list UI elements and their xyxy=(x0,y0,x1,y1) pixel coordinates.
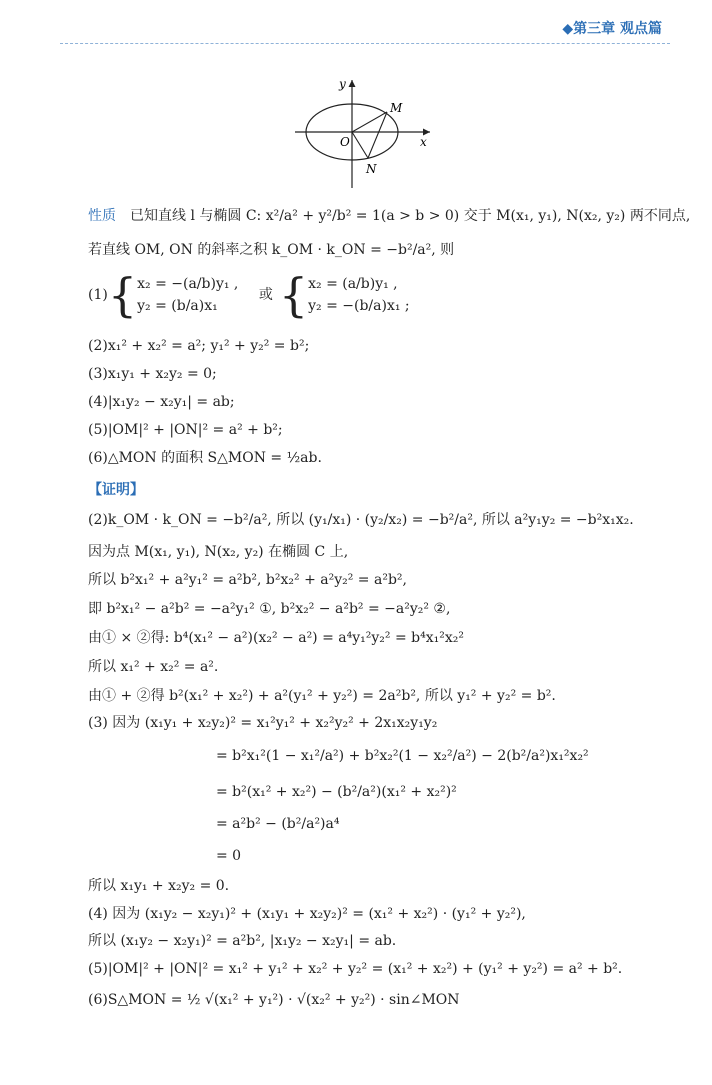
left-brace-a: { xyxy=(107,268,138,322)
proof-line: (4) 因为 (x₁y₂ − x₂y₁)² + (x₁y₁ + x₂y₂)² = (x₁² + x₂²) · (y₁² + y₂²), xyxy=(88,906,526,922)
label-m: M xyxy=(390,101,403,115)
proof-line: 由① + ②得 b²(x₁² + x₂²) + a²(y₁² + y₂²) = 2a²b², 所以 y₁² + y₂² = b². xyxy=(88,688,556,704)
label-x: x xyxy=(420,135,427,149)
property-line-1 xyxy=(88,206,690,226)
system-b-eq2: y₂ = −(b/a)x₁ ; xyxy=(308,298,410,314)
proof-line: 所以 x₁y₁ + x₂y₂ = 0. xyxy=(88,878,230,894)
label-n: N xyxy=(366,162,377,176)
proof-line: = b²(x₁² + x₂²) − (b²/a²)(x₁² + x₂²)² xyxy=(216,784,457,800)
proof-line: = 0 xyxy=(216,848,242,864)
conclusion-2: (2)x₁² + x₂² = a²; y₁² + y₂² = b²; xyxy=(88,338,310,354)
left-brace-b: { xyxy=(278,268,309,322)
proof-line: 即 b²x₁² − a²b² = −a²y₁² ①, b²x₂² − a²b² = −a²y₂² ②, xyxy=(88,601,451,617)
segment-om xyxy=(352,112,387,132)
conclusion-4: (4)|x₁y₂ − x₂y₁| = ab; xyxy=(88,394,235,410)
property-text-1: 已知直线 l 与椭圆 C: x²/a² + y²/b² = 1(a > b > 0) 交于 M(x₁, y₁), N(x₂, y₂) 两不同点, xyxy=(130,208,691,224)
system-a-eq1: x₂ = −(a/b)y₁ , xyxy=(137,276,239,292)
conclusion-3: (3)x₁y₁ + x₂y₂ = 0; xyxy=(88,366,217,382)
proof-line: (3) 因为 (x₁y₁ + x₂y₂)² = x₁²y₁² + x₂²y₂² + 2x₁x₂y₁y₂ xyxy=(88,715,438,731)
label-o: O xyxy=(340,135,350,149)
item-1-number: (1) xyxy=(88,287,108,303)
property-label: 性质 xyxy=(88,208,116,224)
system-b xyxy=(308,273,410,317)
proof-line: 所以 x₁² + x₂² = a². xyxy=(88,659,219,675)
proof-line: 所以 b²x₁² + a²y₁² = a²b², b²x₂² + a²y₂² = a²b², xyxy=(88,572,407,588)
property-line-2: 若直线 OM, ON 的斜率之积 k_OM · k_ON = −b²/a², 则 xyxy=(88,242,455,258)
proof-line: 因为点 M(x₁, y₁), N(x₂, y₂) 在椭圆 C 上, xyxy=(88,544,349,560)
proof-line: = a²b² − (b²/a²)a⁴ xyxy=(216,816,340,832)
ellipse-figure xyxy=(290,76,440,196)
conclusion-6: (6)△MON 的面积 S△MON = ½ab. xyxy=(88,450,322,466)
conclusion-5: (5)|OM|² + |ON|² = a² + b²; xyxy=(88,422,283,438)
proof-line: (5)|OM|² + |ON|² = x₁² + y₁² + x₂² + y₂² = (x₁² + x₂²) + (y₁² + y₂²) = a² + b². xyxy=(88,961,623,977)
or-word: 或 xyxy=(258,287,273,303)
proof-line: = b²x₁²(1 − x₁²/a²) + b²x₂²(1 − x₂²/a²) − 2(b²/a²)x₁²x₂² xyxy=(216,748,589,764)
proof-label: 【证明】 xyxy=(88,482,144,498)
proof-line: 所以 (x₁y₂ − x₂y₁)² = a²b², |x₁y₂ − x₂y₁| = ab. xyxy=(88,933,397,949)
segment-mn xyxy=(368,112,387,158)
conclusion-1 xyxy=(88,268,410,322)
segment-on xyxy=(352,132,368,158)
proof-line: (6)S△MON = ½ √(x₁² + y₁²) · √(x₂² + y₂²) · sin∠MON xyxy=(88,992,460,1008)
header-divider xyxy=(60,43,670,44)
proof-line: (2)k_OM · k_ON = −b²/a², 所以 (y₁/x₁) · (y₂/x₂) = −b²/a², 所以 a²y₁y₂ = −b²x₁x₂. xyxy=(88,512,634,528)
system-a xyxy=(137,273,238,317)
system-b-eq1: x₂ = (a/b)y₁ , xyxy=(308,276,398,292)
system-a-eq2: y₂ = (b/a)x₁ xyxy=(137,298,218,314)
proof-line: 由① × ②得: b⁴(x₁² − a²)(x₂² − a²) = a⁴y₁²y₂² = b⁴x₁²x₂² xyxy=(88,630,464,646)
chapter-header: ◆第三章 观点篇 xyxy=(562,21,662,37)
label-y: y xyxy=(339,77,346,91)
